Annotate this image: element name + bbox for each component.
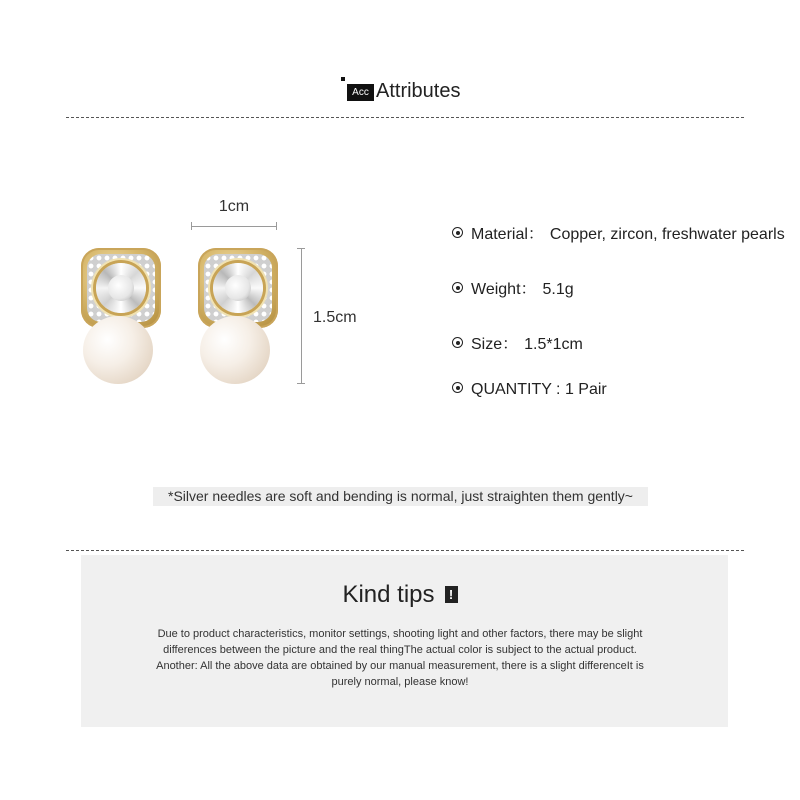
earring-image-right bbox=[198, 248, 278, 388]
exclamation-icon: ! bbox=[445, 586, 458, 603]
bullet-icon bbox=[452, 282, 463, 293]
kind-tips-text bbox=[110, 626, 690, 690]
header-decoration bbox=[341, 77, 345, 81]
attribute-label: Size bbox=[471, 336, 503, 353]
tips-line: differences between the picture and the real thingThe actual color is subject to the actual product. bbox=[163, 644, 637, 656]
section-title: Attributes bbox=[376, 80, 461, 102]
center-zircon bbox=[96, 263, 146, 313]
attribute-value: 1.5*1cm bbox=[524, 336, 583, 353]
attribute-separator: : bbox=[551, 381, 565, 398]
attribute-size bbox=[452, 331, 583, 354]
width-dimension-cap-left bbox=[191, 222, 192, 230]
attribute-separator: ： bbox=[520, 281, 537, 298]
attribute-separator: ： bbox=[502, 336, 519, 353]
attribute-label: QUANTITY bbox=[471, 381, 552, 398]
height-dimension-label: 1.5cm bbox=[313, 309, 357, 326]
tips-line: Due to product characteristics, monitor settings, shooting light and other factors, there may be slight bbox=[157, 628, 643, 640]
width-dimension-line bbox=[191, 226, 277, 227]
attribute-label: Material bbox=[471, 226, 528, 243]
attribute-label: Weight bbox=[471, 281, 521, 298]
freshwater-pearl bbox=[83, 316, 153, 384]
kind-tips-title: Kind tips bbox=[342, 580, 435, 608]
attribute-value: 5.1g bbox=[542, 281, 574, 298]
center-zircon bbox=[213, 263, 263, 313]
attribute-quantity bbox=[452, 381, 607, 399]
header-badge: Acc bbox=[347, 84, 374, 101]
attribute-weight bbox=[452, 276, 574, 299]
bullet-icon bbox=[452, 227, 463, 238]
freshwater-pearl bbox=[200, 316, 270, 384]
height-dimension-cap-top bbox=[297, 248, 305, 249]
attribute-separator: ： bbox=[527, 226, 544, 243]
height-dimension-line bbox=[301, 248, 302, 384]
attribute-value: 1 Pair bbox=[564, 381, 607, 398]
tips-line: purely normal, please know! bbox=[331, 676, 469, 688]
tips-line: Another: All the above data are obtained by our manual measurement, there is a slight differenceIt is bbox=[156, 660, 644, 672]
height-dimension-cap-bottom bbox=[297, 383, 305, 384]
width-dimension-label: 1cm bbox=[218, 198, 250, 215]
bullet-icon bbox=[452, 337, 463, 348]
earring-image-left bbox=[81, 248, 161, 388]
width-dimension-cap-right bbox=[276, 222, 277, 230]
care-note: *Silver needles are soft and bending is normal, just straighten them gently~ bbox=[153, 487, 648, 506]
attribute-material bbox=[452, 221, 785, 244]
kind-tips-heading bbox=[0, 580, 800, 609]
divider-bottom bbox=[66, 550, 744, 551]
attribute-value: Copper, zircon, freshwater pearls bbox=[549, 226, 785, 243]
divider-top bbox=[66, 117, 744, 118]
bullet-icon bbox=[452, 382, 463, 393]
